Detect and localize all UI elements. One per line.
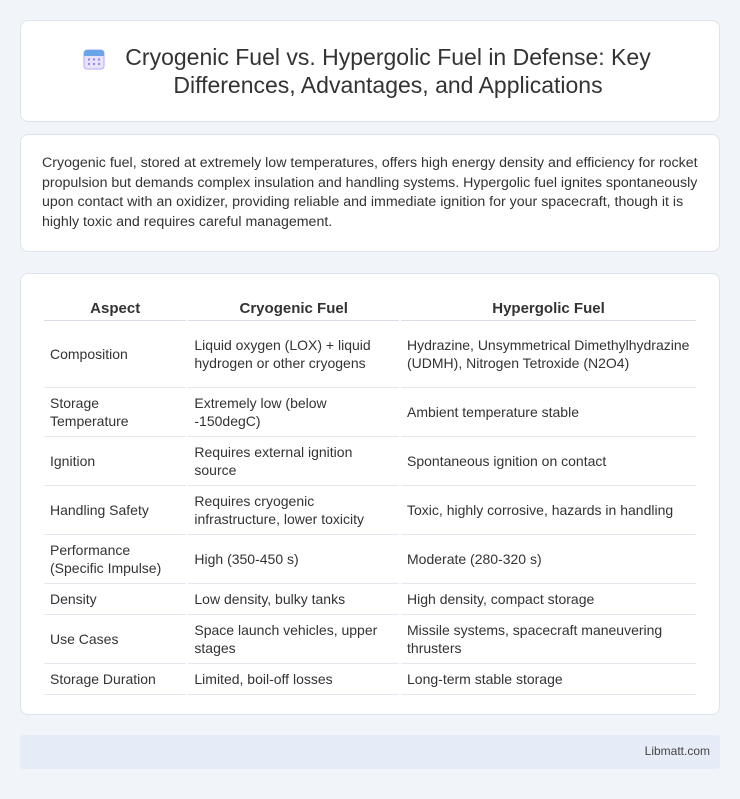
- table-cell: Space launch vehicles, upper stages: [188, 615, 399, 664]
- table-cell: Ambient temperature stable: [401, 388, 696, 437]
- table-row: [44, 535, 696, 584]
- table-cell: Requires external ignition source: [188, 437, 399, 486]
- column-header: Hypergolic Fuel: [401, 295, 696, 321]
- table-cell: Use Cases: [44, 615, 186, 664]
- table-cell: Storage Duration: [44, 664, 186, 695]
- column-header: Cryogenic Fuel: [188, 295, 399, 321]
- table-cell: Toxic, highly corrosive, hazards in handling: [401, 486, 696, 535]
- table-cell: Long-term stable storage: [401, 664, 696, 695]
- table-cell: Liquid oxygen (LOX) + liquid hydrogen or other cryogens: [188, 321, 399, 388]
- summary-card: [20, 134, 720, 252]
- table-header-row: [44, 295, 696, 321]
- table-cell: Requires cryogenic infrastructure, lower toxicity: [188, 486, 399, 535]
- footer: [20, 735, 720, 769]
- column-header: Aspect: [44, 295, 186, 321]
- table-cell: Performance (Specific Impulse): [44, 535, 186, 584]
- table-row: [44, 486, 696, 535]
- table-cell: Ignition: [44, 437, 186, 486]
- table-cell: Spontaneous ignition on contact: [401, 437, 696, 486]
- table-cell: Low density, bulky tanks: [188, 584, 399, 615]
- comparison-table: [42, 295, 698, 695]
- table-cell: High (350-450 s): [188, 535, 399, 584]
- footer-brand[interactable]: Libmatt.com: [644, 744, 710, 758]
- summary-text: Cryogenic fuel, stored at extremely low temperatures, offers high energy density and efficiency for rocket propulsion but demands complex insulation and handling systems. Hypergolic fuel ignites spontaneously upon contact with an oxidizer, providing reliable and immediate ignition for your spacecraft, though it is highly toxic and requires careful management.: [42, 155, 698, 230]
- table-row: [44, 615, 696, 664]
- table-cell: Extremely low (below -150degC): [188, 388, 399, 437]
- table-row: [44, 388, 696, 437]
- table-cell: Storage Temperature: [44, 388, 186, 437]
- page-title: Cryogenic Fuel vs. Hypergolic Fuel in Defense: Key Differences, Advantages, and Applications: [125, 44, 651, 98]
- table-row: [44, 584, 696, 615]
- table-row: [44, 664, 696, 695]
- title-card: [20, 20, 720, 122]
- table-row: [44, 321, 696, 388]
- table-cell: Composition: [44, 321, 186, 388]
- comparison-card: [20, 273, 720, 715]
- table-cell: Limited, boil-off losses: [188, 664, 399, 695]
- table-cell: Density: [44, 584, 186, 615]
- table-cell: Missile systems, spacecraft maneuvering thrusters: [401, 615, 696, 664]
- table-cell: Hydrazine, Unsymmetrical Dimethylhydrazine (UDMH), Nitrogen Tetroxide (N2O4): [401, 321, 696, 388]
- table-row: [44, 437, 696, 486]
- table-cell: Handling Safety: [44, 486, 186, 535]
- table-cell: High density, compact storage: [401, 584, 696, 615]
- table-cell: Moderate (280-320 s): [401, 535, 696, 584]
